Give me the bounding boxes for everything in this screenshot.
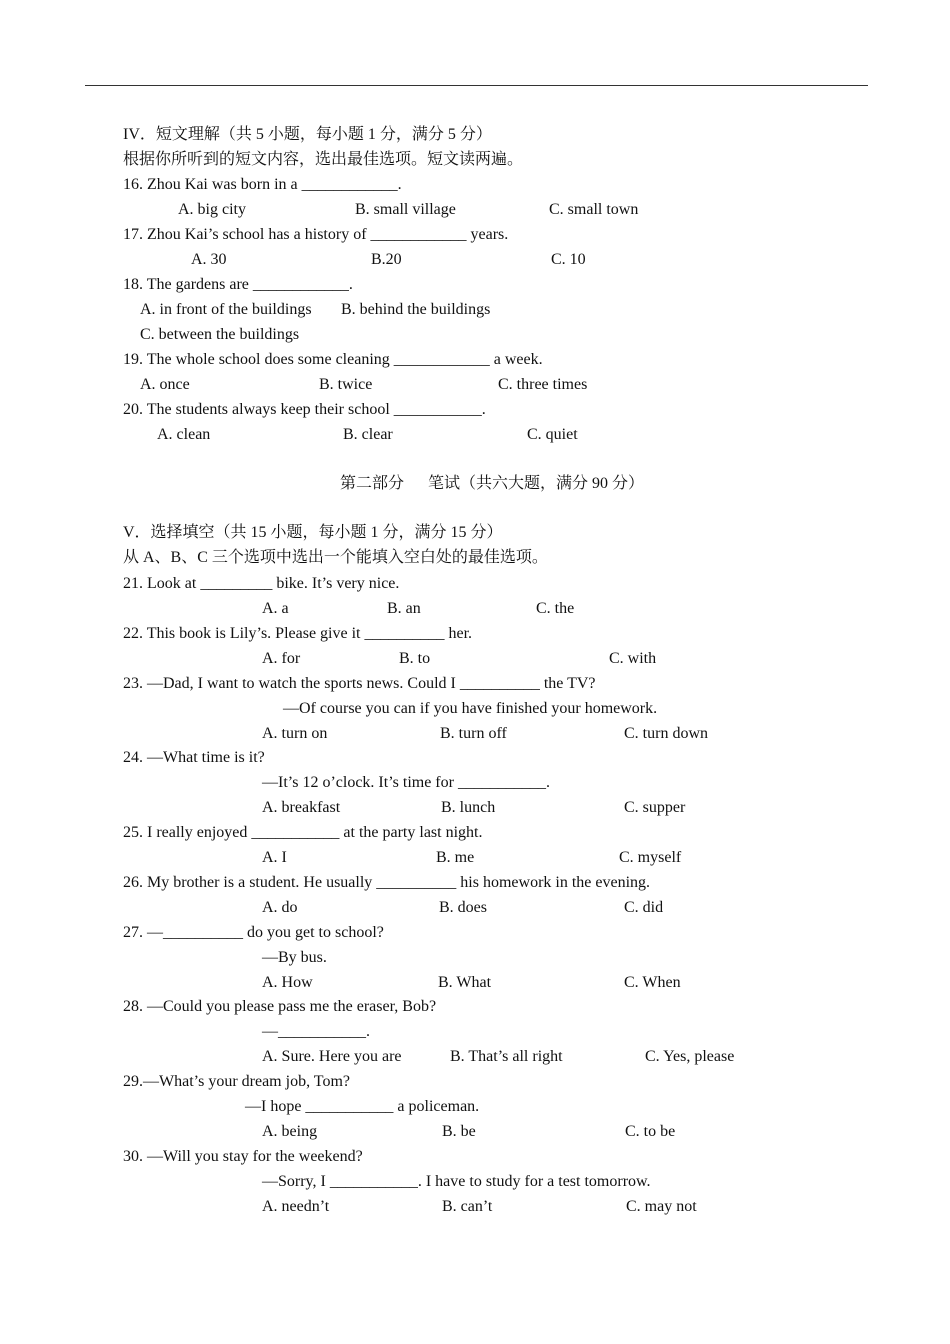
question-18-stem: 18. The gardens are ____________. — [123, 276, 353, 293]
question-17-option-a: A. 30 — [191, 251, 227, 268]
question-22-option-a: A. for — [262, 650, 301, 667]
question-19-option-b: B. twice — [319, 376, 373, 393]
question-16-option-b: B. small village — [355, 201, 456, 218]
question-29-option-a: A. being — [262, 1123, 318, 1140]
question-27-option-b: B. What — [438, 974, 492, 991]
section-v-heading: V．选择填空（共 15 小题，每小题 1 分，满分 15 分） — [123, 524, 503, 541]
question-18-option-a: A. in front of the buildings — [140, 301, 312, 318]
question-23-reply: —Of course you can if you have finished your homework. — [283, 700, 658, 717]
question-30-reply: —Sorry, I ___________. I have to study for a test tomorrow. — [262, 1173, 651, 1190]
question-24-option-a: A. breakfast — [262, 799, 341, 816]
question-23-option-b: B. turn off — [440, 725, 507, 742]
section-iv-instruction: 根据你所听到的短文内容，选出最佳选项。短文读两遍。 — [123, 151, 524, 168]
question-25-stem: 25. I really enjoyed ___________ at the party last night. — [123, 824, 483, 841]
question-27-reply: —By bus. — [262, 949, 327, 966]
question-28-option-c: C. Yes, please — [645, 1048, 735, 1065]
question-22-option-c: C. with — [609, 650, 657, 667]
question-29-option-c: C. to be — [625, 1123, 676, 1140]
question-30-option-b: B. can’t — [442, 1198, 493, 1215]
question-19-stem: 19. The whole school does some cleaning ____________ a week. — [123, 351, 543, 368]
question-30-option-c: C. may not — [626, 1198, 697, 1215]
part-two-label: 第二部分 — [340, 475, 405, 492]
section-v-instruction: 从 A、B、C 三个选项中选出一个能填入空白处的最佳选项。 — [123, 549, 548, 566]
question-18-option-c: C. between the buildings — [140, 326, 300, 343]
question-27-option-c: C. When — [624, 974, 681, 991]
question-23-option-a: A. turn on — [262, 725, 328, 742]
question-16-option-a: A. big city — [178, 201, 246, 218]
question-30-stem: 30. —Will you stay for the weekend? — [123, 1148, 363, 1165]
question-21-option-c: C. the — [536, 600, 575, 617]
question-26-option-c: C. did — [624, 899, 664, 916]
question-28-stem: 28. —Could you please pass me the eraser, Bob? — [123, 998, 437, 1015]
question-17-option-b: B.20 — [371, 251, 402, 268]
section-iv-heading: IV．短文理解（共 5 小题，每小题 1 分，满分 5 分） — [123, 126, 492, 143]
question-20-option-a: A. clean — [157, 426, 211, 443]
question-25-option-a: A. I — [262, 849, 287, 866]
question-17-stem: 17. Zhou Kai’s school has a history of ____________ years. — [123, 226, 509, 243]
question-20-option-c: C. quiet — [527, 426, 578, 443]
question-18-option-b: B. behind the buildings — [341, 301, 491, 318]
question-21-option-b: B. an — [387, 600, 421, 617]
question-29-option-b: B. be — [442, 1123, 476, 1140]
question-22-option-b: B. to — [399, 650, 431, 667]
question-20-stem: 20. The students always keep their school ___________. — [123, 401, 486, 418]
question-30-option-a: A. needn’t — [262, 1198, 330, 1215]
question-19-option-a: A. once — [140, 376, 190, 393]
part-two-title: 笔试（共六大题，满分 90 分） — [428, 475, 645, 492]
question-25-option-b: B. me — [436, 849, 475, 866]
question-24-stem: 24. —What time is it? — [123, 749, 265, 766]
question-16-stem: 16. Zhou Kai was born in a ____________. — [123, 176, 402, 193]
question-28-option-a: A. Sure. Here you are — [262, 1048, 402, 1065]
question-27-stem: 27. —__________ do you get to school? — [123, 924, 384, 941]
question-28-option-b: B. That’s all right — [450, 1048, 563, 1065]
question-24-option-c: C. supper — [624, 799, 686, 816]
question-22-stem: 22. This book is Lily’s. Please give it __________ her. — [123, 625, 473, 642]
question-25-option-c: C. myself — [619, 849, 682, 866]
question-23-stem: 23. —Dad, I want to watch the sports news. Could I __________ the TV? — [123, 675, 596, 692]
question-17-option-c: C. 10 — [551, 251, 586, 268]
header-rule — [85, 85, 868, 86]
question-23-option-c: C. turn down — [624, 725, 708, 742]
question-24-reply: —It’s 12 o’clock. It’s time for ___________. — [262, 774, 550, 791]
question-28-reply: —___________. — [262, 1023, 370, 1040]
question-29-reply: —I hope ___________ a policeman. — [245, 1098, 480, 1115]
question-29-stem: 29.—What’s your dream job, Tom? — [123, 1073, 350, 1090]
question-16-option-c: C. small town — [549, 201, 639, 218]
question-24-option-b: B. lunch — [441, 799, 496, 816]
question-19-option-c: C. three times — [498, 376, 588, 393]
question-20-option-b: B. clear — [343, 426, 393, 443]
question-26-option-b: B. does — [439, 899, 487, 916]
question-21-stem: 21. Look at _________ bike. It’s very nice. — [123, 575, 400, 592]
question-26-option-a: A. do — [262, 899, 298, 916]
question-27-option-a: A. How — [262, 974, 313, 991]
question-21-option-a: A. a — [262, 600, 289, 617]
question-26-stem: 26. My brother is a student. He usually __________ his homework in the evening. — [123, 874, 651, 891]
